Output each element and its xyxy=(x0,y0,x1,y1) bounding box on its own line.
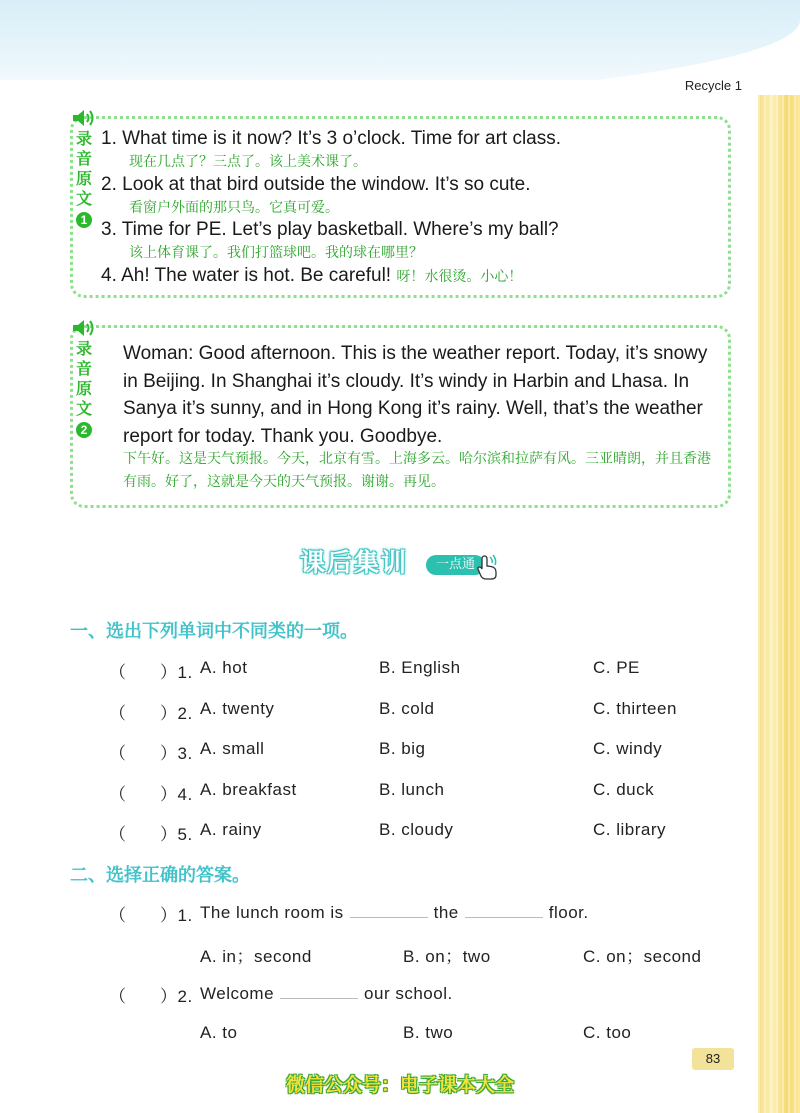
label-char: 文 xyxy=(75,191,92,208)
transcript-1-line-1-cn: 现在几点了？三点了。该上美术课了。 xyxy=(129,154,367,170)
option-a[interactable]: A. rainy xyxy=(200,820,262,839)
transcript-1-line-4-cn: 呀！水很烫。小心！ xyxy=(396,269,523,285)
question-number: ）1. xyxy=(160,906,193,925)
transcript-1-line-3-cn: 该上体育课了。我们打篮球吧。我的球在哪里？ xyxy=(129,245,423,261)
option-b[interactable]: B. English xyxy=(379,658,461,677)
page-number: 83 xyxy=(692,1048,734,1070)
footer-watermark: 微信公众号：电子课本大全 xyxy=(285,1074,514,1096)
option-c[interactable]: C. PE xyxy=(593,658,640,677)
option-a[interactable]: A. breakfast xyxy=(200,780,297,799)
transcript-1-line-4-en: 4. Ah! The water is hot. Be careful! xyxy=(101,265,392,286)
transcript-1-line-1-en: 1. What time is it now? It’s 3 o’clock. Time for art class. xyxy=(101,128,562,149)
option-c[interactable]: C. thirteen xyxy=(593,699,677,718)
option-a[interactable]: A. hot xyxy=(200,658,248,677)
option-a[interactable]: A. to xyxy=(200,1023,238,1042)
transcript-1-line-2-cn: 看窗户外面的那只鸟。它真可爱。 xyxy=(129,200,339,216)
question-number: ）4. xyxy=(160,785,193,804)
speaker-icon xyxy=(71,108,97,128)
label-char: 录 xyxy=(75,131,92,148)
speaker-icon xyxy=(71,318,97,338)
stem-part-2: our school. xyxy=(364,984,453,1003)
option-b[interactable]: B. lunch xyxy=(379,780,445,799)
transcript-2-label xyxy=(70,318,98,440)
transcript-1-label xyxy=(70,108,98,230)
option-a[interactable]: A. twenty xyxy=(200,699,275,718)
label-char: 音 xyxy=(75,151,92,168)
label-char: 录 xyxy=(75,341,92,358)
question-number: ）3. xyxy=(160,744,193,763)
option-b[interactable]: B. on；two xyxy=(403,947,491,966)
pointing-hand-icon xyxy=(476,555,500,581)
answer-paren[interactable]: （ xyxy=(109,704,127,723)
label-char: 原 xyxy=(75,171,92,188)
weather-report-cn: 下午好。这是天气预报。今天，北京有雪。上海多云。哈尔滨和拉萨有风。三亚晴朗，并且香港有雨。好了，这就是今天的天气预报。谢谢。再见。 xyxy=(123,451,711,490)
section-2-heading: 二、选择正确的答案。 xyxy=(70,865,250,886)
answer-paren[interactable]: （ xyxy=(109,987,127,1006)
option-a[interactable]: A. small xyxy=(200,739,265,758)
option-a[interactable]: A. in；second xyxy=(200,947,312,966)
banner-title: 课后集训 xyxy=(300,548,409,577)
question-number: ）5. xyxy=(160,825,193,844)
transcript-1-line-3-en: 3. Time for PE. Let’s play basketball. Where’s my ball? xyxy=(101,219,559,240)
option-b[interactable]: B. big xyxy=(379,739,426,758)
section-1-heading: 一、选出下列单词中不同类的一项。 xyxy=(70,621,358,642)
option-b[interactable]: B. two xyxy=(403,1023,454,1042)
label-char: 原 xyxy=(75,381,92,398)
option-c[interactable]: C. windy xyxy=(593,739,663,758)
answer-paren[interactable]: （ xyxy=(109,906,127,925)
banner-tag: 一点通 xyxy=(426,555,485,575)
option-c[interactable]: C. library xyxy=(593,820,667,839)
option-b[interactable]: B. cold xyxy=(379,699,435,718)
label-number: 1 xyxy=(76,212,92,228)
question-stem xyxy=(200,901,589,923)
option-c[interactable]: C. too xyxy=(583,1023,632,1042)
label-char: 音 xyxy=(75,361,92,378)
fill-blank[interactable] xyxy=(350,901,428,918)
answer-paren[interactable]: （ xyxy=(109,744,127,763)
after-class-banner xyxy=(300,541,500,585)
option-b[interactable]: B. cloudy xyxy=(379,820,454,839)
label-char: 文 xyxy=(75,401,92,418)
stem-part-2: the xyxy=(433,903,459,922)
transcript-1-line-2-en: 2. Look at that bird outside the window. It’s so cute. xyxy=(101,174,531,195)
question-number: ）1. xyxy=(160,663,193,682)
label-number: 2 xyxy=(76,422,92,438)
option-c[interactable]: C. on；second xyxy=(583,947,702,966)
page-edge-lines xyxy=(758,95,800,1113)
answer-paren[interactable]: （ xyxy=(109,663,127,682)
question-number: ）2. xyxy=(160,704,193,723)
running-header: Recycle 1 xyxy=(684,78,742,93)
transcript-1-line-4 xyxy=(101,265,522,287)
stem-part-3: floor. xyxy=(548,903,589,922)
stem-part-1: The lunch room is xyxy=(200,903,344,922)
fill-blank[interactable] xyxy=(280,982,358,999)
answer-paren[interactable]: （ xyxy=(109,825,127,844)
question-number: ）2. xyxy=(160,987,193,1006)
option-c[interactable]: C. duck xyxy=(593,780,655,799)
answer-paren[interactable]: （ xyxy=(109,785,127,804)
weather-report-en: Woman: Good afternoon. This is the weather report. Today, it’s snowy in Beijing. In Shanghai it’s cloudy. It’s windy in Harbin and Lhasa. In Sanya it’s sunny, and in Hong Kong it’s rainy. Well, that’s the weather report for today. Thank you. Goodbye. xyxy=(123,343,708,447)
fill-blank[interactable] xyxy=(465,901,543,918)
question-stem xyxy=(200,982,453,1004)
stem-part-1: Welcome xyxy=(200,984,275,1003)
